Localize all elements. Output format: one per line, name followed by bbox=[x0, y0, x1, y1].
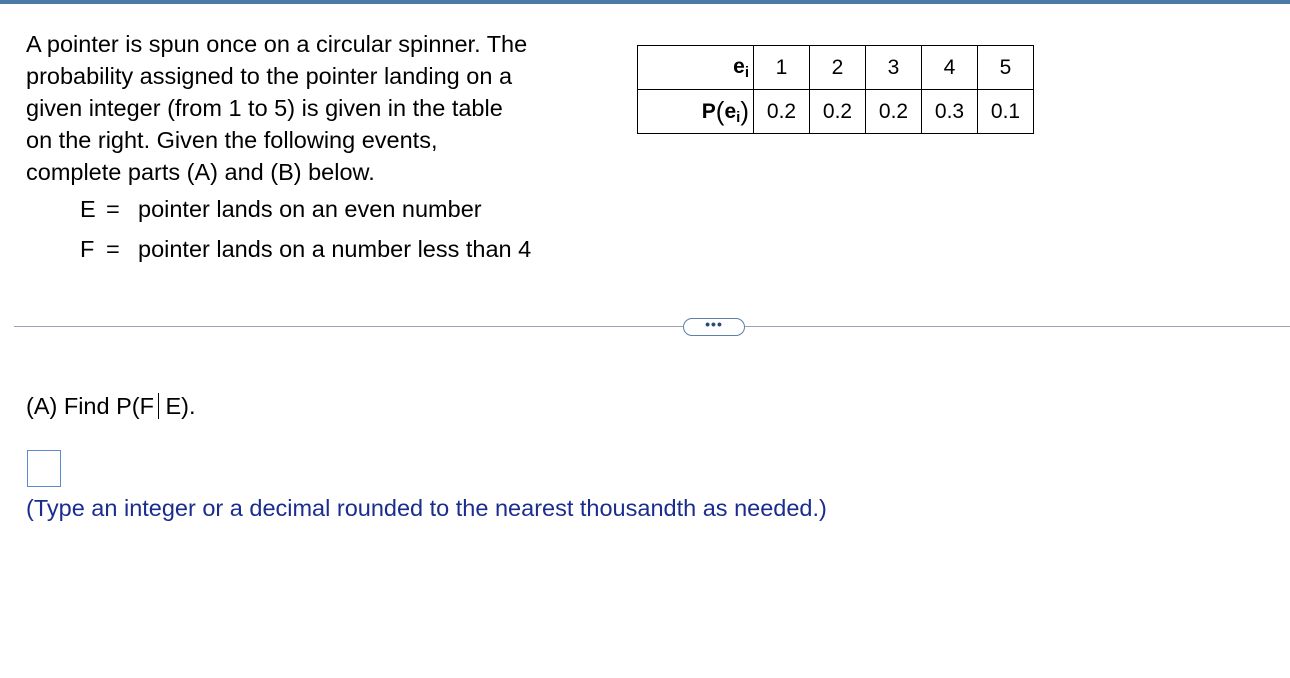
question-text bbox=[26, 28, 606, 188]
part-a-prefix: (A) Find P(F bbox=[26, 393, 154, 419]
event-f-row bbox=[80, 233, 531, 273]
event-definitions bbox=[80, 193, 531, 273]
question-line: probability assigned to the pointer landing on a bbox=[26, 63, 513, 89]
outcome-row bbox=[638, 46, 1034, 90]
event-letter: E bbox=[80, 196, 96, 222]
event-description: pointer lands on a number less than 4 bbox=[138, 236, 532, 262]
answer-format-hint: (Type an integer or a decimal rounded to the nearest thousandth as needed.) bbox=[26, 495, 827, 521]
event-description: pointer lands on an even number bbox=[138, 196, 482, 222]
outcome-row-header bbox=[638, 46, 754, 90]
subscript-i: i bbox=[736, 109, 741, 126]
probability-cell: 0.1 bbox=[978, 90, 1034, 134]
probability-cell: 0.3 bbox=[922, 90, 978, 134]
event-e-row bbox=[80, 193, 531, 233]
outcome-cell: 4 bbox=[922, 46, 978, 90]
expand-more-button[interactable]: ••• bbox=[683, 318, 745, 336]
subscript-i: i bbox=[744, 63, 749, 81]
probability-cell: 0.2 bbox=[866, 90, 922, 134]
e-symbol: e bbox=[724, 100, 737, 123]
question-line: A pointer is spun once on a circular spinner. The bbox=[26, 31, 528, 57]
answer-input-box[interactable] bbox=[27, 450, 61, 487]
equals-sign: = bbox=[106, 196, 120, 222]
top-accent-bar bbox=[0, 0, 1290, 4]
probability-table bbox=[637, 45, 1034, 134]
close-paren: ) bbox=[740, 96, 749, 126]
outcome-cell: 3 bbox=[866, 46, 922, 90]
part-a-prompt bbox=[26, 390, 196, 422]
p-symbol: P bbox=[701, 100, 716, 123]
probability-cell: 0.2 bbox=[810, 90, 866, 134]
probability-row-header bbox=[638, 90, 754, 134]
e-symbol: e bbox=[733, 54, 745, 78]
outcome-cell: 2 bbox=[810, 46, 866, 90]
outcome-cell: 5 bbox=[978, 46, 1034, 90]
probability-cell: 0.2 bbox=[754, 90, 810, 134]
outcome-cell: 1 bbox=[754, 46, 810, 90]
event-letter: F bbox=[80, 236, 95, 262]
section-divider bbox=[14, 326, 1290, 327]
equals-sign: = bbox=[106, 236, 120, 262]
probability-row bbox=[638, 90, 1034, 134]
question-line: complete parts (A) and (B) below. bbox=[26, 159, 375, 185]
question-line: on the right. Given the following events, bbox=[26, 127, 438, 153]
open-paren: ( bbox=[715, 96, 725, 126]
given-bar bbox=[158, 393, 160, 419]
question-line: given integer (from 1 to 5) is given in the table bbox=[26, 95, 503, 121]
part-a-suffix: E). bbox=[165, 393, 196, 419]
